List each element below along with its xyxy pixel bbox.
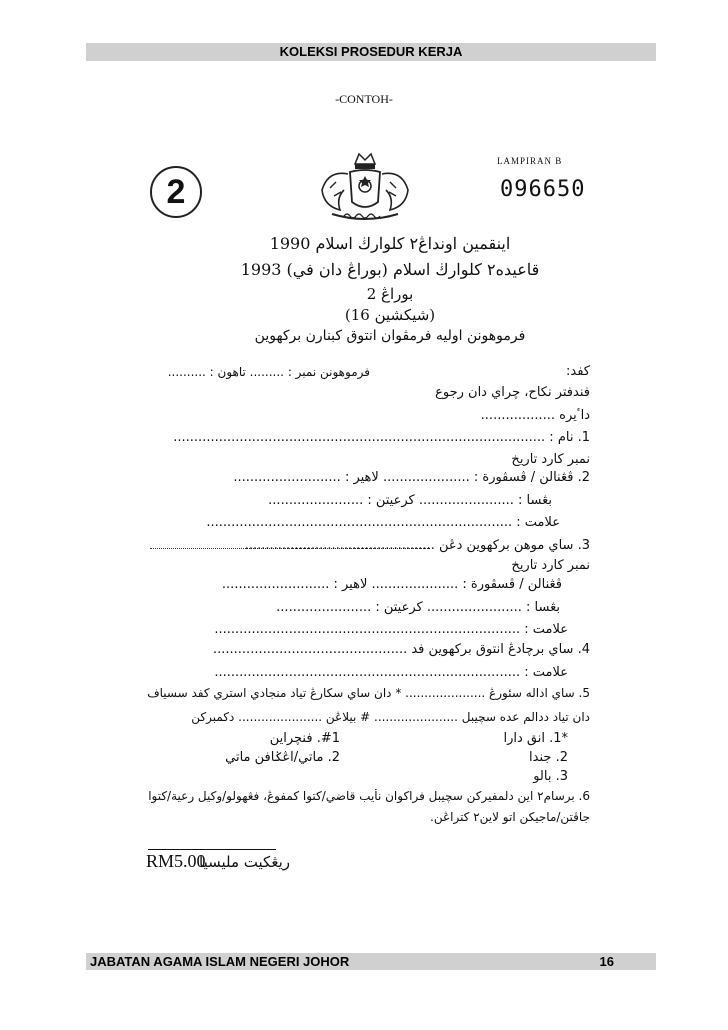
form-no-line: فرموهونن نمبر : ......... تاهون : ..........: [167, 365, 370, 379]
item-3-passport: ڤڠنالن / ڤسڤورة : ..................... لاهير : ..........................: [221, 577, 562, 592]
kepada-label: كفد:: [566, 364, 590, 379]
option-a-3: 3. بالو: [533, 769, 568, 784]
rules-title: قاعيده٢ كلوارڬ اسلام (بوراڠ دان في) 1993: [240, 260, 540, 279]
lampiran-label: LAMPIRAN B: [497, 156, 563, 166]
option-a-2: 2. جندا: [529, 750, 568, 765]
option-a-1: *1. انق دارا: [503, 731, 568, 746]
contoh-label: -CONTOH-: [335, 92, 393, 106]
daerah-line: داٴيره ..................: [480, 408, 590, 423]
item-3-ic: نمبر كارد تاريخ: [511, 558, 590, 573]
item-2-address: علامت : ..........................................................................: [206, 515, 560, 530]
item-2-race: بڠسا : ....................... كرعيتن : .......................: [268, 493, 552, 508]
fee-label: ريڠكيت مليسيا: [199, 853, 290, 871]
item-5-iddah: دان تياد ددالم عده سچيبل ...................... # بيلاڠن ...................... دكمبركن: [191, 710, 590, 724]
form-number-circle: 2: [150, 166, 202, 218]
footer-page-number: 16: [599, 954, 614, 969]
item-4-place: 4. ساي برچادڠ انتوق بركهوين فد ...............................................: [213, 642, 590, 657]
option-b-1: #1. فنچراين: [269, 731, 340, 746]
item-2-ic: 2. ڤڠنالن / ڤسڤورة : ..................... لاهير : ..........................: [233, 470, 590, 485]
item-3-race: بڠسا : ....................... كرعيتن : .......................: [276, 600, 560, 615]
item-1-ic: نمبر كارد تاريخ: [511, 452, 590, 467]
form-title: بوراڠ 2: [366, 285, 414, 303]
footer-band: [86, 953, 656, 970]
stamp-line: [148, 849, 276, 850]
section-title: (شيكشين 16): [344, 306, 436, 324]
header-band: [86, 43, 656, 61]
item-4-address: علامت : ..........................................................................: [214, 665, 568, 680]
item-3-spouse: 3. ساي موهن بركهوين دڠن ..............................................: [244, 538, 590, 553]
option-b-2: 2. ماتي/اڠݢافن ماتي: [225, 750, 340, 765]
item-6-attachment-cont: جاڤتن/ماجيكن اتو لاين٢ كتراڠن.: [430, 810, 590, 824]
crest-emblem: [310, 150, 420, 226]
item-1-name: 1. نام : ..........................................................................................: [173, 430, 590, 445]
header-title: KOLEKSI PROSEDUR KERJA: [279, 44, 463, 59]
item-5-status: 5. ساي اداله سئورڠ ..................... * دان ساي سكارڠ تياد منجادي استري كفد سسياف: [147, 686, 590, 700]
fee-amount: RM5.00: [146, 851, 206, 871]
item-6-attachment: 6. برسام٢ اين دلمفيركن سچيبل فراكوان نأيب قاضي/كتوا كمفوڠ، فڠهولو/وكيل رعية/كتوا: [148, 789, 590, 803]
footer-department: JABATAN AGAMA ISLAM NEGERI JOHOR: [90, 954, 350, 969]
serial-number: 096650: [500, 177, 586, 202]
pendaftar-line: فندفتر نكاح، چراي دان رجوع: [435, 385, 590, 400]
act-title: اينقمين اونداڠ٢ كلوارڬ اسلام 1990: [269, 234, 511, 253]
application-title: فرموهونن اوليه فرمڤوان انتوق كبنارن بركهوين: [254, 328, 526, 344]
item-3-address: علامت : ..........................................................................: [214, 622, 568, 637]
